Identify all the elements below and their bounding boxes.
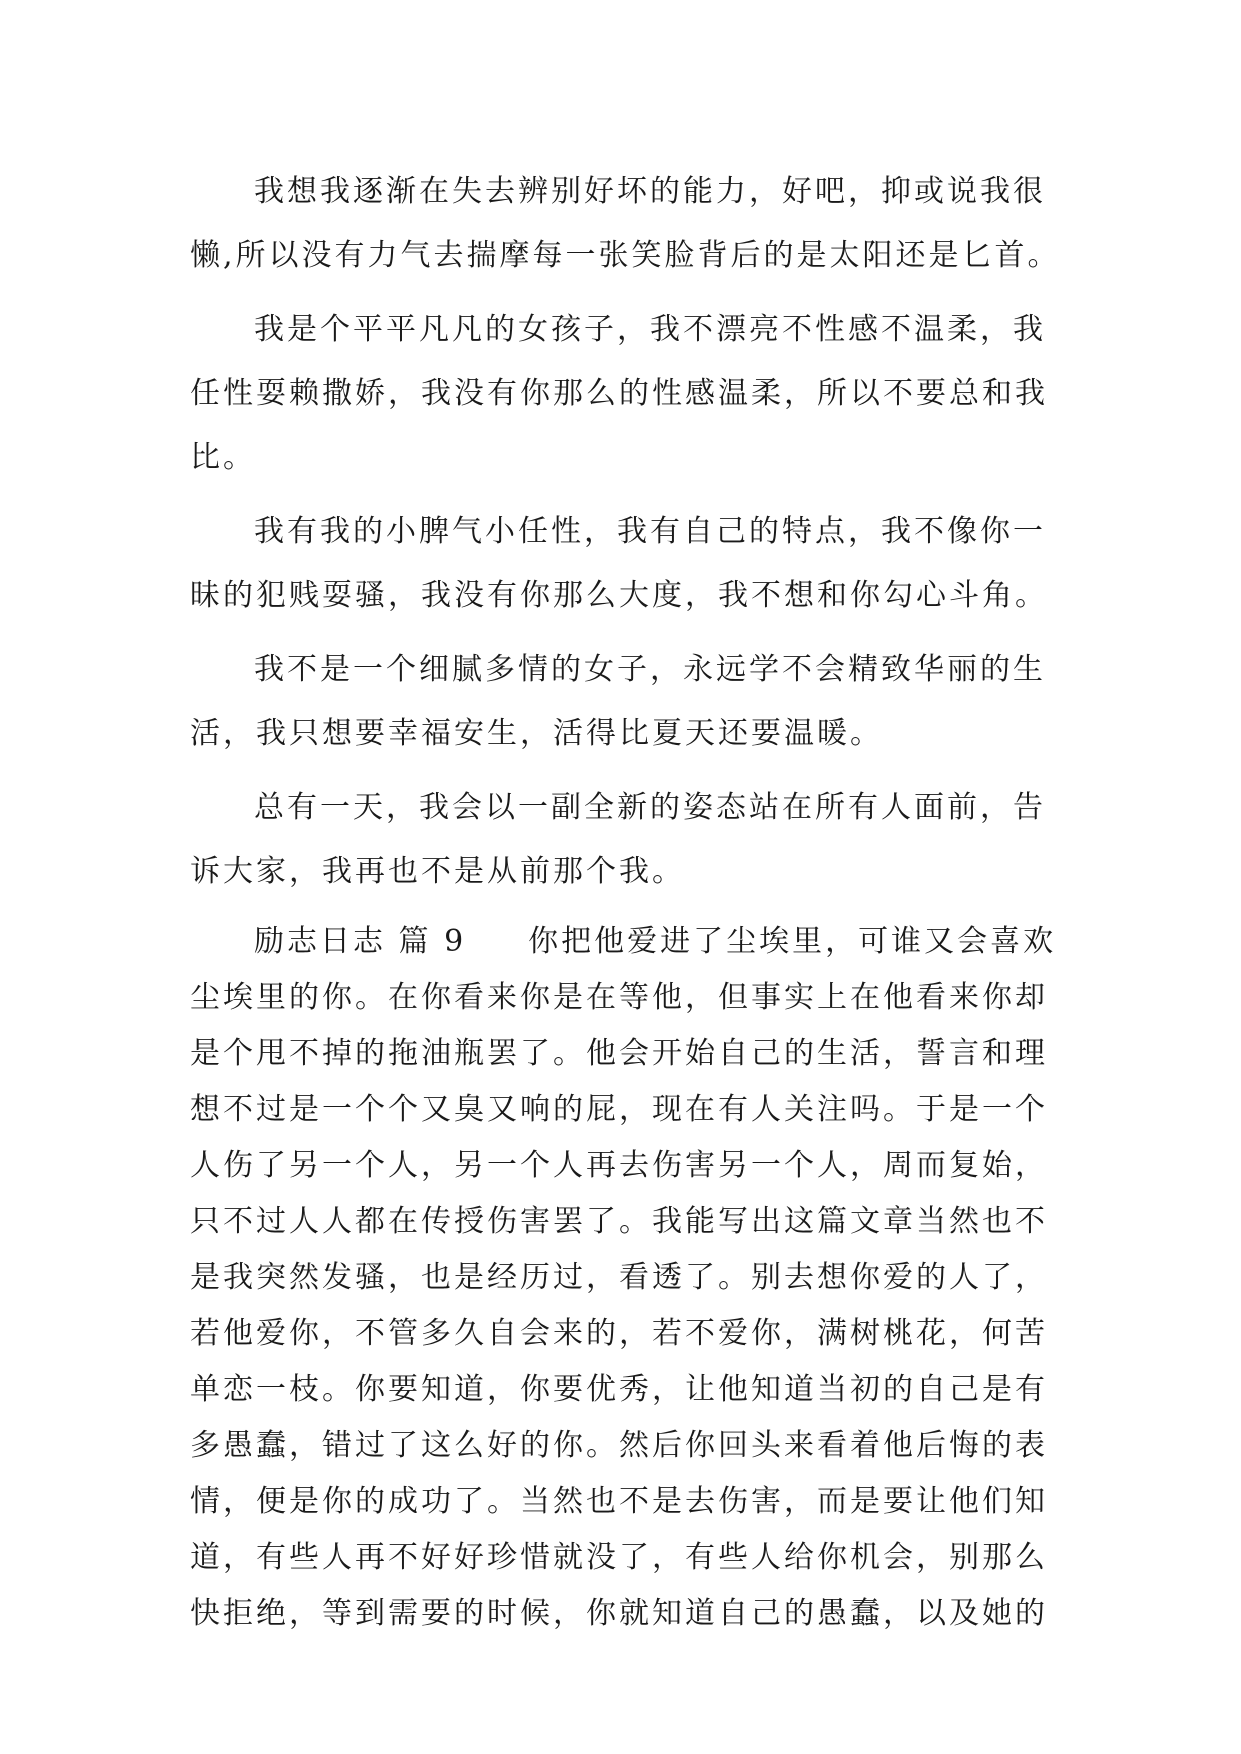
section-heading: 励志日志 篇 9 (254, 924, 467, 959)
section-heading-line (190, 914, 1090, 970)
paragraph-6-line-7: 若他爱你，不管多久自会来的，若不爱你，满树桃花，何苦 (190, 1316, 1048, 1351)
paragraph-6-line-1: 尘埃里的你。在你看来你是在等他，但事实上在他看来你却 (190, 980, 1048, 1015)
paragraph-1-line-2: 懒,所以没有力气去揣摩每一张笑脸背后的是太阳还是匕首。 (190, 238, 1061, 273)
paragraph-2-line-3: 比。 (190, 440, 256, 475)
paragraph-6-line-4: 人伤了另一个人，另一个人再去伤害另一个人，周而复始， (190, 1148, 1048, 1183)
section-heading-tail: 你把他爱进了尘埃里，可谁又会喜欢 (528, 924, 1057, 959)
paragraph-6-line-12: 快拒绝，等到需要的时候，你就知道自己的愚蠢，以及她的 (190, 1596, 1048, 1631)
paragraph-6-line-3: 想不过是一个个又臭又响的屁，现在有人关注吗。于是一个 (190, 1092, 1048, 1127)
paragraph-5-line-1: 总有一天，我会以一副全新的姿态站在所有人面前，告 (254, 790, 1046, 825)
paragraph-3-line-1: 我有我的小脾气小任性，我有自己的特点，我不像你一 (254, 514, 1046, 549)
paragraph-6-line-5: 只不过人人都在传授伤害罢了。我能写出这篇文章当然也不 (190, 1204, 1048, 1239)
paragraph-2-line-1: 我是个平平凡凡的女孩子，我不漂亮不性感不温柔，我 (254, 312, 1046, 347)
paragraph-5-line-2: 诉大家，我再也不是从前那个我。 (190, 854, 685, 889)
paragraph-3-line-2: 昧的犯贱耍骚，我没有你那么大度，我不想和你勾心斗角。 (190, 578, 1048, 613)
paragraph-1-line-1: 我想我逐渐在失去辨别好坏的能力，好吧，抑或说我很 (254, 174, 1046, 209)
paragraph-4-line-2: 活，我只想要幸福安生，活得比夏天还要温暖。 (190, 716, 883, 751)
paragraph-4-line-1: 我不是一个细腻多情的女子，永远学不会精致华丽的生 (254, 652, 1046, 687)
paragraph-6-line-6: 是我突然发骚，也是经历过，看透了。别去想你爱的人了， (190, 1260, 1048, 1295)
document-body (190, 160, 1090, 1642)
paragraph-6-line-2: 是个甩不掉的拖油瓶罢了。他会开始自己的生活，誓言和理 (190, 1036, 1048, 1071)
paragraph-6-line-11: 道，有些人再不好好珍惜就没了，有些人给你机会，别那么 (190, 1540, 1048, 1575)
paragraph-2-line-2: 任性耍赖撒娇，我没有你那么的性感温柔，所以不要总和我 (190, 376, 1048, 411)
paragraph-6-line-9: 多愚蠢，错过了这么好的你。然后你回头来看着他后悔的表 (190, 1428, 1048, 1463)
paragraph-6-line-10: 情，便是你的成功了。当然也不是去伤害，而是要让他们知 (190, 1484, 1048, 1519)
paragraph-6-line-8: 单恋一枝。你要知道，你要优秀，让他知道当初的自己是有 (190, 1372, 1048, 1407)
